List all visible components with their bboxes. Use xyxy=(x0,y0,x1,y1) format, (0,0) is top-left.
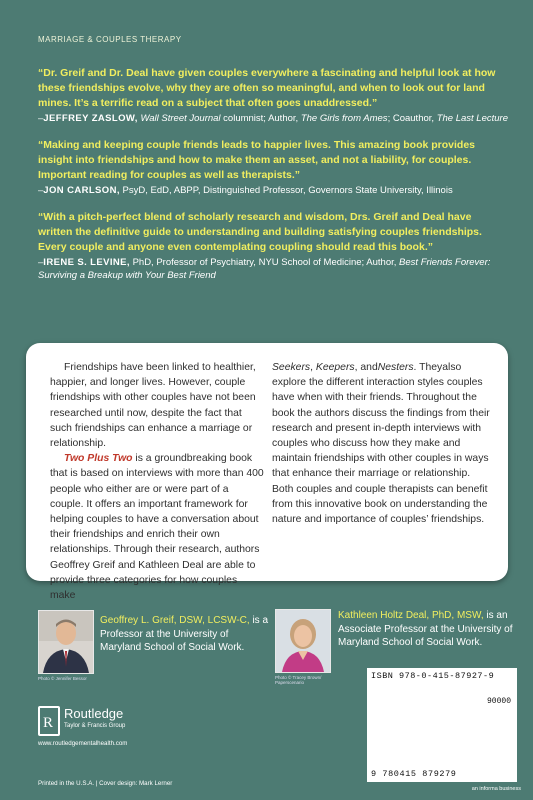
endorser-name: JEFFREY ZASLOW, xyxy=(43,113,138,124)
endorser-role: PsyD, EdD, ABPP, Distinguished Professor, Governors State University, Illinois xyxy=(119,185,453,196)
separator: , and xyxy=(354,362,378,373)
description-paragraph-2-continued xyxy=(272,360,494,527)
dash: – xyxy=(38,185,44,196)
description-text-end: also explore the different interaction styles couples have when with their friends. Throughout the book the authors discuss the findings from their research and present in-depth interviews with couples who discuss how they make and maintain friendships with other couples in ways that enhance their marriage or relationship. Both couples and couple therapists can benefit from this innovative book on understanding the nature and importance of couples’ friendships. xyxy=(272,362,490,526)
book-title-2: The Last Lecture xyxy=(436,113,508,124)
publisher-name: Routledge xyxy=(64,706,124,721)
author-name: Geoffrey L. Greif, DSW, LCSW-C, xyxy=(100,615,250,626)
quote-attribution xyxy=(38,256,508,282)
term-nesters: Nesters xyxy=(377,362,414,373)
separator: , xyxy=(310,362,316,373)
quote-text: “With a pitch-perfect blend of scholarly research and wisdom, Drs. Greif and Deal have written the definitive guide to understanding and building satisfying couples friendships. Every couple and anyone even contemplating coupling should read this book.” xyxy=(38,211,482,253)
routledge-mark-icon xyxy=(38,706,60,736)
barcode-bars xyxy=(367,668,517,782)
description-column-1 xyxy=(50,360,264,603)
photo-credit: Photo © Tracey Brown/ Paperscenario xyxy=(275,675,322,685)
endorser-name: JON CARLSON, xyxy=(43,185,120,196)
endorsements xyxy=(38,66,508,295)
quote-attribution xyxy=(38,184,508,197)
description-text: is a groundbreaking book that is based on interviews with more than 400 people who either are or were part of a couple. It offers an important framework for helping couples to have a conversation about their friendships and enrich their own relationships. Through their research, authors Geoffrey Greif and Kathleen Deal are able to provide three categories for how couples make xyxy=(50,453,264,602)
author-name: Kathleen Holtz Deal, PhD, MSW, xyxy=(338,610,484,621)
svg-text:R: R xyxy=(43,715,54,731)
endorsement-levine xyxy=(38,210,508,282)
endorser-role: columnist; Author, xyxy=(220,113,301,124)
book-title: The Girls from Ames xyxy=(300,113,388,124)
quote-text: “Dr. Greif and Dr. Deal have given couples everywhere a fascinating and helpful look at how these friendships evolve, why they are often so meaningful, and when to look out for land mines. It’s a terrific read on a subject that often goes unaddressed.” xyxy=(38,67,496,109)
book-title: Best Friends Forever: Surviving a Breakup with Your Best Friend xyxy=(38,257,491,281)
photo-credit: Photo © Jennifer Bessor xyxy=(38,676,87,681)
price-code: 90000 xyxy=(486,697,511,706)
barcode xyxy=(367,668,517,782)
term-seekers: Seekers xyxy=(272,362,311,373)
quote-attribution xyxy=(38,112,508,125)
isbn-number: ISBN 978-0-415-87927-9 xyxy=(371,671,495,681)
endorsement-carlson xyxy=(38,138,508,197)
description-paragraph-1: Friendships have been linked to healthier, happier, and longer lives. However, couple friendships with other couples have not been researched until now, despite the fact that such friendships can enhance a marriage or relationship. xyxy=(50,362,256,450)
dash: – xyxy=(38,257,44,268)
barcode-digits: 9 780415 879279 xyxy=(371,769,457,779)
description-paragraph-2 xyxy=(50,451,264,603)
author-description: is a Professor at the University of Maryland School of Social Work. xyxy=(100,615,269,653)
endorser-name: IRENE S. LEVINE, xyxy=(43,257,130,268)
description-panel xyxy=(26,343,508,602)
description-column-2 xyxy=(272,360,494,527)
description-text-end: . They xyxy=(413,362,443,373)
publisher-website: www.routledgementalhealth.com xyxy=(38,740,128,747)
author-bio xyxy=(100,614,270,655)
quote-text: “Making and keeping couple friends leads to happier lives. This amazing book provides insight into friendships and how to make them an asset, and not a liability, for couples. Important reading for couples as well as therapists.” xyxy=(38,139,476,181)
author-photo xyxy=(275,609,331,673)
author-photo xyxy=(38,610,94,674)
print-credits: Printed in the U.S.A. | Cover design: Mark Lerner xyxy=(38,780,173,787)
informa-tagline: an informa business xyxy=(471,786,521,792)
endorser-role-2: ; Coauthor, xyxy=(387,113,437,124)
author-description: is an Associate Professor at the University of Maryland School of Social Work. xyxy=(338,610,513,648)
author-portrait-image xyxy=(276,610,330,672)
term-keepers: Keepers xyxy=(315,362,355,373)
dash: – xyxy=(38,113,44,124)
author-bio-deal xyxy=(338,609,518,650)
endorser-role: PhD, Professor of Psychiatry, NYU School of Medicine; Author, xyxy=(129,257,400,268)
publisher-group: Taylor & Francis Group xyxy=(64,723,126,729)
book-title: Two Plus Two xyxy=(64,453,133,465)
author-portrait-image xyxy=(39,611,93,673)
publication: Wall Street Journal xyxy=(140,113,221,124)
category-label: MARRIAGE & COUPLES THERAPY xyxy=(38,35,182,44)
endorsement-zaslow xyxy=(38,66,508,125)
